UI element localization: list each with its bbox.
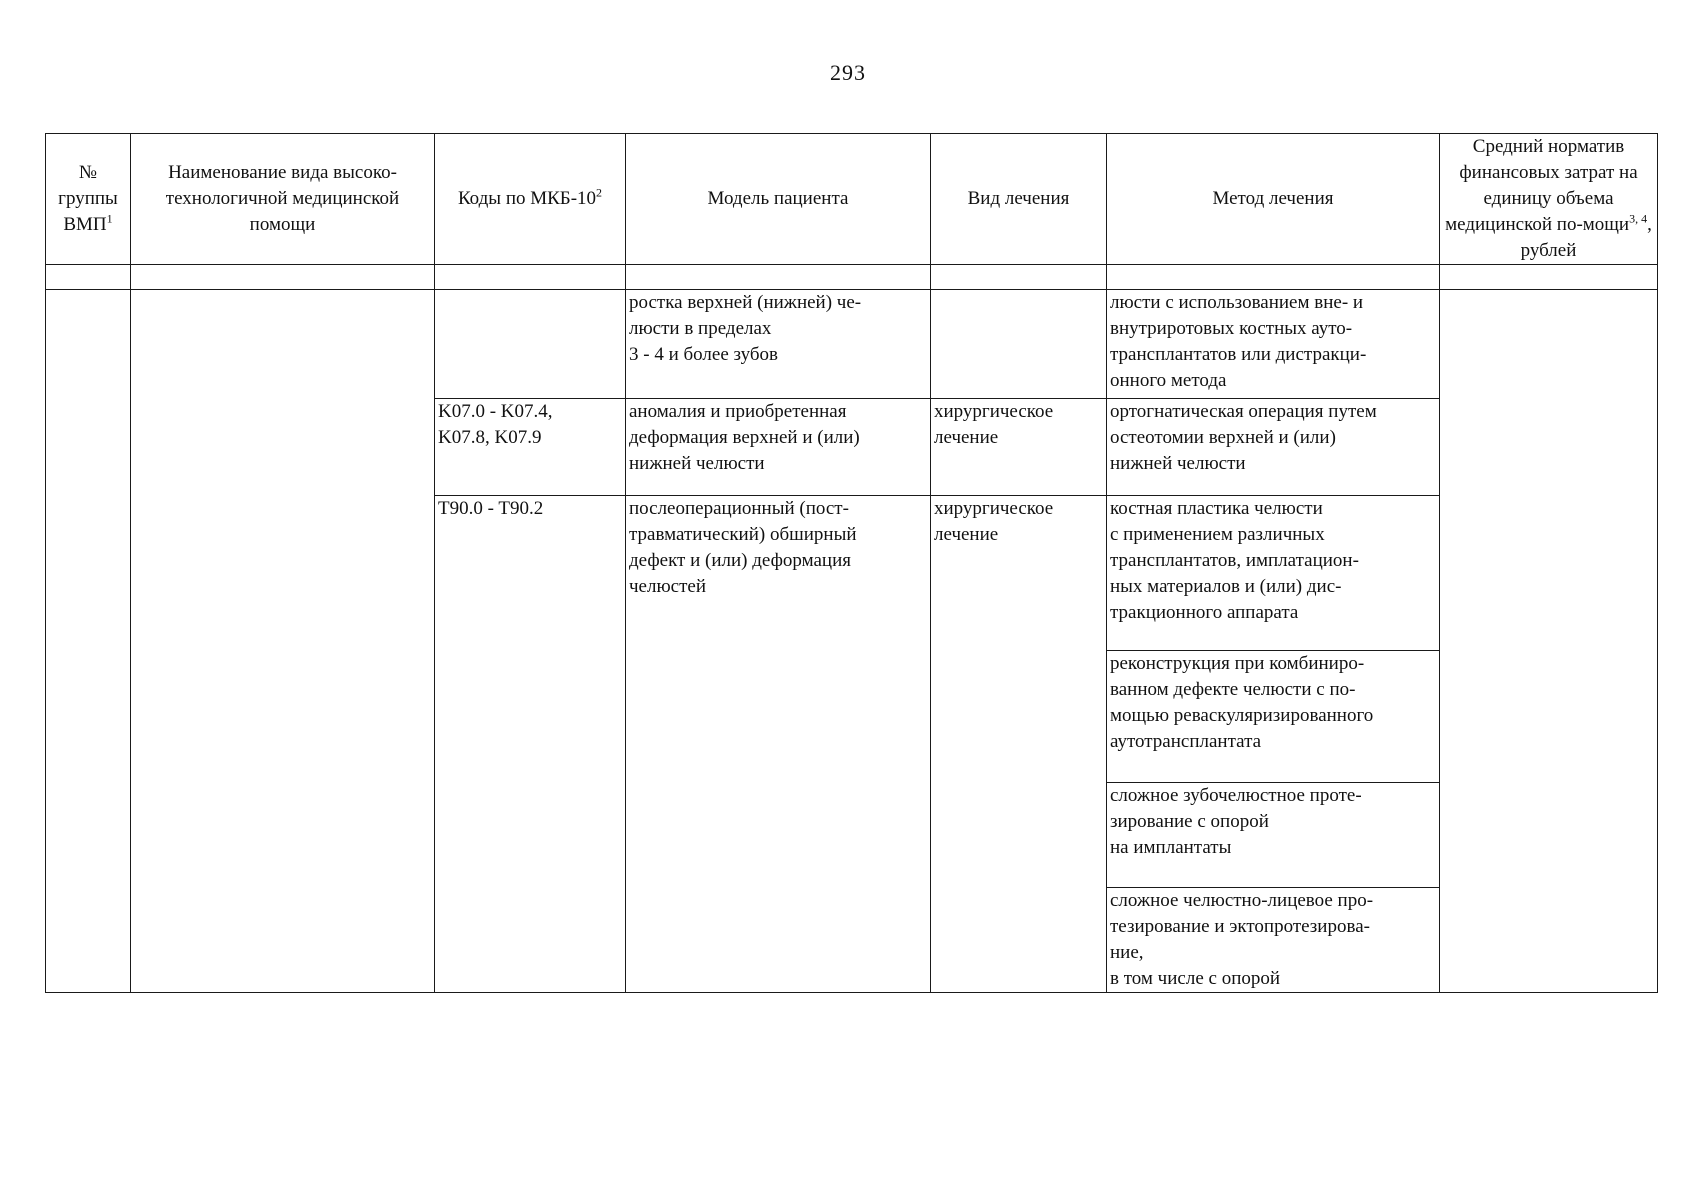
header-patient-model — [626, 134, 931, 265]
model-text: аномалия и приобретенная деформация верхней и (или) нижней челюсти — [629, 401, 860, 474]
header-label: № группы ВМП — [58, 162, 118, 235]
header-label: Коды по МКБ-10 — [457, 188, 597, 209]
model-text: послеоперационный (пост- травматический) обширный дефект и (или) деформация челюстей — [629, 498, 857, 597]
header-label-suffix: , рублей — [1520, 214, 1652, 261]
model-text: ростка верхней (нижней) че- люсти в пределах 3 - 4 и более зубов — [629, 292, 862, 365]
codes-text: T90.0 - T90.2 — [438, 498, 544, 519]
method-cell — [1107, 290, 1440, 399]
header-cost-standard — [1440, 134, 1658, 265]
treatment-type-cell — [931, 496, 1107, 993]
spacer-cell — [1107, 265, 1440, 290]
method-text: костная пластика челюсти с применением различных трансплантатов, имплатацион- ных материалов и (или) дис- тракционного аппарата — [1110, 498, 1359, 623]
treatment-type-cell — [931, 399, 1107, 496]
treatment-type-text: хирургическое лечение — [934, 401, 1054, 448]
header-label: Средний норматив финансовых затрат на единицу объема медицинской по-мощи — [1445, 136, 1638, 235]
method-text: люсти с использованием вне- и внутриротовых костных ауто- трансплантатов или дистракци- онного метода — [1110, 292, 1367, 391]
model-cell — [626, 399, 931, 496]
table-row — [46, 290, 1658, 399]
spacer-cell — [1440, 265, 1658, 290]
group-number-cell — [46, 290, 131, 993]
treatment-type-cell — [931, 290, 1107, 399]
header-footnote: 2 — [596, 185, 603, 200]
header-label: Наименование вида высоко-технологичной медицинской помощи — [165, 162, 400, 235]
page-number: 293 — [830, 60, 866, 85]
spacer-cell — [931, 265, 1107, 290]
method-cell — [1107, 399, 1440, 496]
header-group-number — [46, 134, 131, 265]
method-cell — [1107, 651, 1440, 783]
codes-cell — [435, 290, 626, 399]
spacer-cell — [46, 265, 131, 290]
vmp-table — [45, 133, 1658, 993]
header-footnote: 3, 4 — [1629, 211, 1648, 226]
header-label: Модель пациента — [707, 188, 849, 209]
spacer-cell — [626, 265, 931, 290]
spacer-cell — [435, 265, 626, 290]
header-footnote: 1 — [106, 211, 113, 226]
model-cell — [626, 496, 931, 993]
method-cell — [1107, 783, 1440, 888]
header-care-type-name — [131, 134, 435, 265]
codes-text: K07.0 - K07.4, K07.8, K07.9 — [438, 401, 553, 448]
method-text: сложное челюстно-лицевое про- тезирование и эктопротезирова- ние, в том числе с опорой — [1110, 890, 1374, 989]
spacer-cell — [131, 265, 435, 290]
spacer-row — [46, 265, 1658, 290]
table-body — [46, 265, 1658, 993]
codes-cell — [435, 399, 626, 496]
header-treatment-method — [1107, 134, 1440, 265]
method-cell — [1107, 496, 1440, 651]
cost-cell — [1440, 290, 1658, 993]
care-type-cell — [131, 290, 435, 993]
method-text: ортогнатическая операция путем остеотомии верхней и (или) нижней челюсти — [1110, 401, 1377, 474]
header-label: Метод лечения — [1212, 188, 1334, 209]
codes-cell — [435, 496, 626, 993]
model-cell — [626, 290, 931, 399]
method-text: сложное зубочелюстное проте- зирование с опорой на имплантаты — [1110, 785, 1362, 858]
header-icd-codes — [435, 134, 626, 265]
treatment-type-text: хирургическое лечение — [934, 498, 1054, 545]
header-treatment-type — [931, 134, 1107, 265]
header-label: Вид лечения — [967, 188, 1070, 209]
method-text: реконструкция при комбиниро- ванном дефекте челюсти с по- мощью реваскуляризированного аутотрансплантата — [1110, 653, 1374, 752]
method-cell — [1107, 888, 1440, 993]
table-header — [46, 134, 1658, 265]
